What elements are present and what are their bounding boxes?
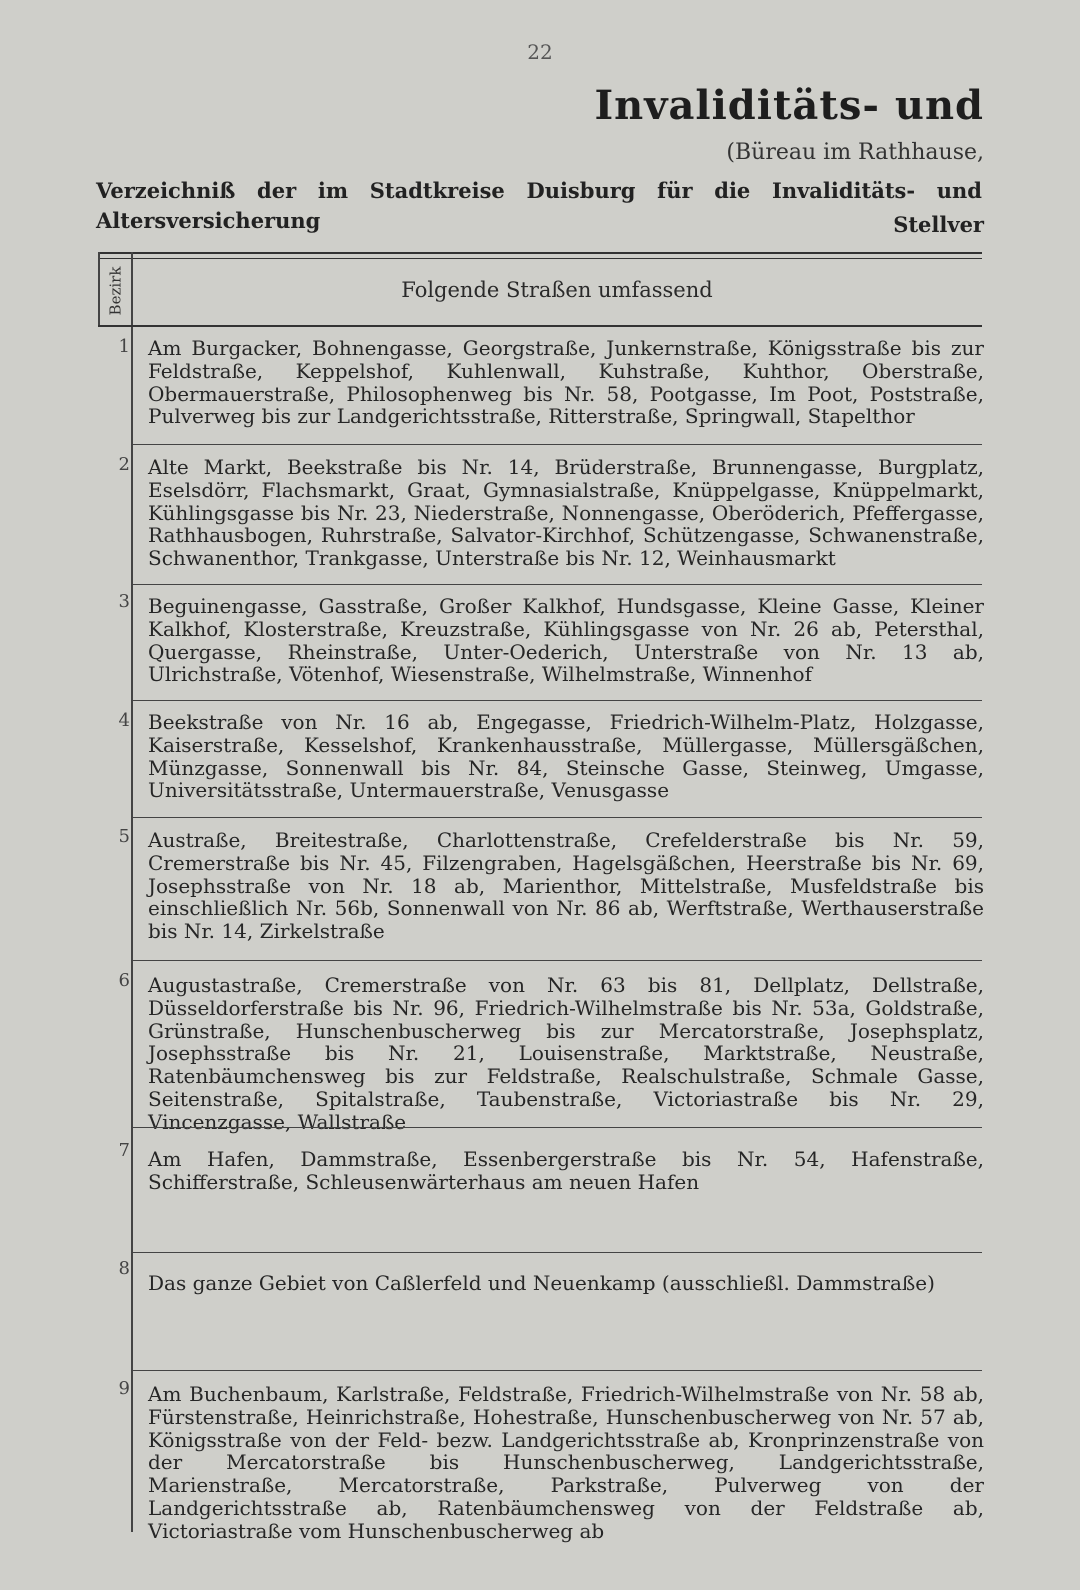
street-list: Am Buchenbaum, Karlstraße, Feldstraße, Friedrich-Wilhelmstraße von Nr. 58 ab, Fürstenstraße, Heinrichstraße, Hohestraße, Hunschenbuscherweg von Nr. 57 ab, Königsstraße von der Feld- bezw. Landgerichtsstraße ab, Kronprinzenstraße von der Mercatorstraße bis Hunschenbuscherweg, Landgerichtsstraße, Marienstraße, Mercatorstraße, Parkstraße, Pulverweg von der Landgerichtsstraße ab, Ratenbäumchensweg von der Feldstraße ab, Victoriastraße vom Hunschenbuscherweg ab <box>148 1382 984 1543</box>
row-separator <box>132 584 982 585</box>
row-separator <box>132 1252 982 1253</box>
row-separator <box>132 444 982 445</box>
row-separator <box>132 1370 982 1371</box>
bezirk-number: 2 <box>118 454 130 475</box>
street-list: Beekstraße von Nr. 16 ab, Engegasse, Friedrich-Wilhelm-Platz, Holzgasse, Kaiserstraße, Kesselshof, Krankenhausstraße, Müllergasse, Müllersgäßchen, Münzgasse, Sonnenwall bis Nr. 84, Steinsche Gasse, Steinweg, Umgasse, Universitätsstraße, Untermauerstraße, Venusgasse <box>148 710 984 803</box>
bezirk-number: 8 <box>118 1258 130 1279</box>
column-header-streets: Folgende Straßen umfassend <box>401 278 713 302</box>
heading-continued: Stellver <box>893 212 984 237</box>
street-list: Beguinengasse, Gasstraße, Großer Kalkhof, Hundsgasse, Kleine Gasse, Kleiner Kalkhof, Klosterstraße, Kreuzstraße, Kühlingsgasse von Nr. 26 ab, Petersthal, Quergasse, Rheinstraße, Unter-Oederich, Unterstraße von Nr. 13 ab, Ulrichstraße, Vötenhof, Wiesenstraße, Wilhelmstraße, Winnenhof <box>148 594 984 687</box>
bezirk-number: 6 <box>118 970 130 991</box>
street-list: Das ganze Gebiet von Caßlerfeld und Neuenkamp (ausschließl. Dammstraße) <box>148 1271 935 1295</box>
page-title: Invaliditäts- und <box>594 82 984 129</box>
row-separator <box>132 817 982 818</box>
column-header-bezirk: Bezirk <box>106 266 124 316</box>
bezirk-number: 1 <box>118 336 130 357</box>
row-separator <box>132 1127 982 1128</box>
subtitle: (Büreau im Rathhause, <box>726 140 984 165</box>
bezirk-number: 9 <box>118 1378 130 1399</box>
street-list: Am Burgacker, Bohnengasse, Georgstraße, Junkernstraße, Königsstraße bis zur Feldstraße, Keppelshof, Kuhlenwall, Kuhstraße, Kuhthor, Oberstraße, Obermauerstraße, Philosophenweg bis Nr. 58, Pootgasse, Im Poot, Poststraße, Pulverweg bis zur Landgerichtsstraße, Ritterstraße, Springwall, Stapelthor <box>148 336 984 429</box>
row-separator <box>132 960 982 961</box>
street-list: Austraße, Breitestraße, Charlottenstraße, Crefelderstraße bis Nr. 59, Cremerstraße bis Nr. 45, Filzengraben, Hagelsgäßchen, Heerstraße bis Nr. 69, Josephsstraße von Nr. 18 ab, Marienthor, Mittelstraße, Musfeldstraße bis einschließlich Nr. 56b, Sonnenwall von Nr. 86 ab, Werftstraße, Werthauserstraße bis Nr. 14, Zirkelstraße <box>148 828 984 944</box>
row-separator <box>132 700 982 701</box>
street-list: Alte Markt, Beekstraße bis Nr. 14, Brüderstraße, Brunnengasse, Burgplatz, Eselsdörr, Flachsmarkt, Graat, Gymnasialstraße, Knüppelgasse, Knüppelmarkt, Kühlingsgasse bis Nr. 23, Niederstraße, Nonnengasse, Oberöderich, Pfeffergasse, Rathhausbogen, Ruhrstraße, Salvator-Kirchhof, Schützengasse, Schwanenstraße, Schwanenthor, Trankgasse, Unterstraße bis Nr. 12, Weinhausmarkt <box>148 455 984 571</box>
bezirk-number: 7 <box>118 1140 130 1161</box>
bezirk-number: 3 <box>118 591 130 612</box>
street-list: Augustastraße, Cremerstraße von Nr. 63 bis 81, Dellplatz, Dellstraße, Düsseldorferstraße bis Nr. 96, Friedrich-Wilhelmstraße bis Nr. 53a, Goldstraße, Grünstraße, Hunschenbuscherweg bis zur Mercatorstraße, Josephsplatz, Josephsstraße bis Nr. 21, Louisenstraße, Marktstraße, Neustraße, Ratenbäumchensweg bis zur Feldstraße, Realschulstraße, Schmale Gasse, Seitenstraße, Spitalstraße, Taubenstraße, Victoriastraße bis Nr. 29, Vincenzgasse, Wallstraße <box>148 973 984 1134</box>
bezirk-number: 5 <box>118 826 130 847</box>
page-number: 22 <box>527 40 553 64</box>
header-separator <box>98 325 982 327</box>
bezirk-number: 4 <box>118 710 130 731</box>
heading: Verzeichniß der im Stadtkreise Duisburg für die Invaliditäts- und Altersversicherung <box>96 178 982 233</box>
table-top-rule <box>98 252 982 259</box>
street-list: Am Hafen, Dammstraße, Essenbergerstraße bis Nr. 54, Hafenstraße, Schifferstraße, Schleusenwärterhaus am neuen Hafen <box>148 1147 984 1194</box>
